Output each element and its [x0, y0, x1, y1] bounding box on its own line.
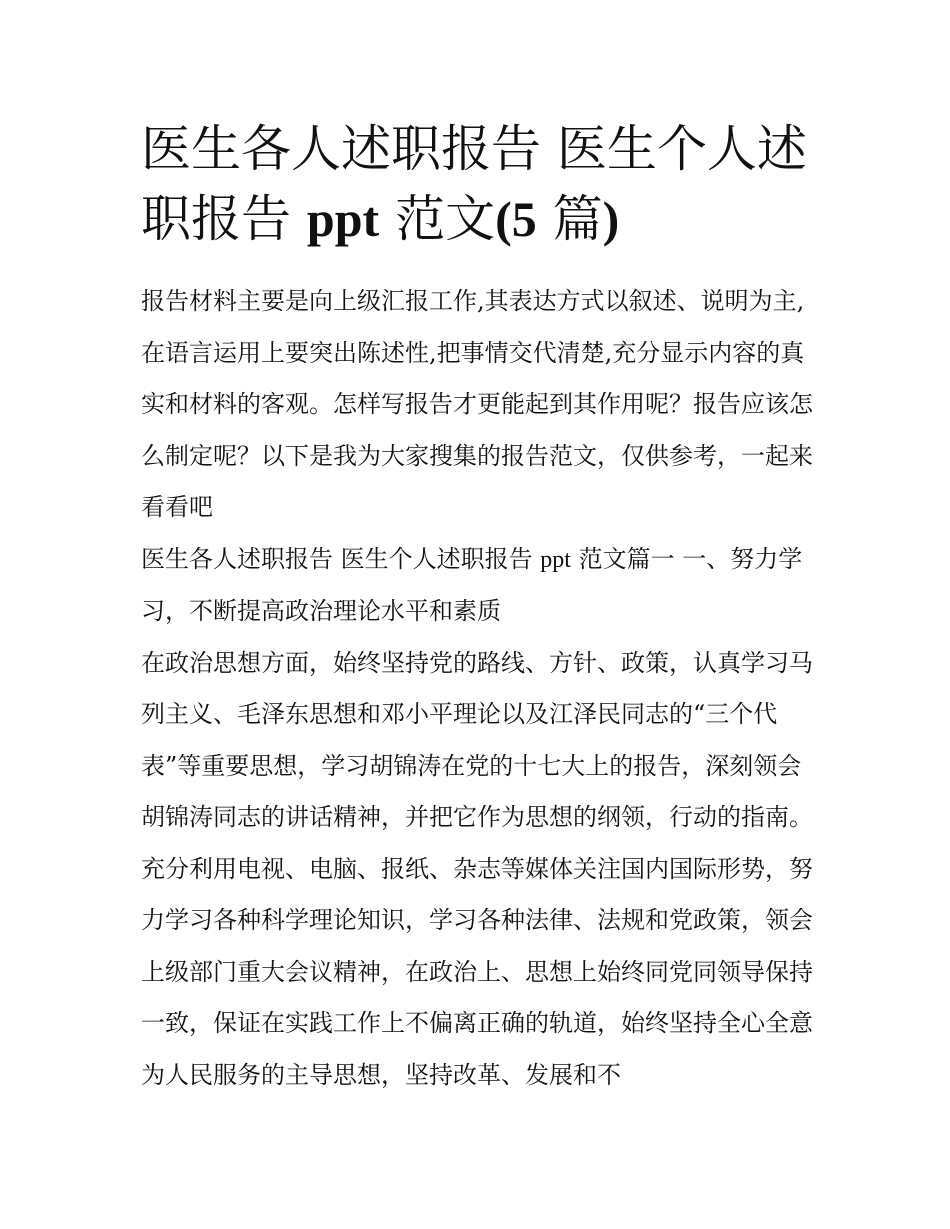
title-text-ppt: ppt	[306, 191, 380, 247]
section-heading-ppt: ppt	[540, 546, 571, 573]
title-text-part1: 医生各人述职报告 医生个人述职报告	[141, 120, 807, 248]
intro-paragraph: 报告材料主要是向上级汇报工作,其表达方式以叙述、说明为主,在语言运用上要突出陈述性,把事情交代清楚,充分显示内容的真实和材料的客观。怎样写报告才更能起到其作用呢？报告应该怎么制定呢？以下是我为大家搜集的报告范文，仅供参考，一起来看看吧	[141, 287, 813, 521]
title-text-close: )	[602, 191, 620, 247]
title-text-count: (5	[495, 191, 537, 247]
title-text-part2: 范文	[379, 190, 496, 248]
document-content	[141, 114, 821, 1101]
section-heading	[141, 534, 821, 638]
section-heading-part2: 范文篇一 一、努力学习，不断提高政治理论水平和素质	[141, 544, 803, 625]
section-heading-part1: 医生各人述职报告 医生个人述职报告	[141, 544, 541, 573]
document-title	[141, 114, 821, 254]
body-paragraph: 在政治思想方面，始终坚持党的路线、方针、政策，认真学习马列主义、毛泽东思想和邓小平理论以及江泽民同志的“三个代表”等重要思想，学习胡锦涛在党的十七大上的报告，深刻领会胡锦涛同志的讲话精神，并把它作为思想的纲领，行动的指南。充分利用电视、电脑、报纸、杂志等媒体关注国内国际形势，努力学习各种科学理论知识，学习各种法律、法规和党政策，领会上级部门重大会议精神，在政治上、思想上始终同党同领导保持一致，保证在实践工作上不偏离正确的轨道，始终坚持全心全意为人民服务的主导思想，坚持改革、发展和不	[141, 648, 813, 1089]
title-text-part3: 篇	[536, 190, 603, 248]
